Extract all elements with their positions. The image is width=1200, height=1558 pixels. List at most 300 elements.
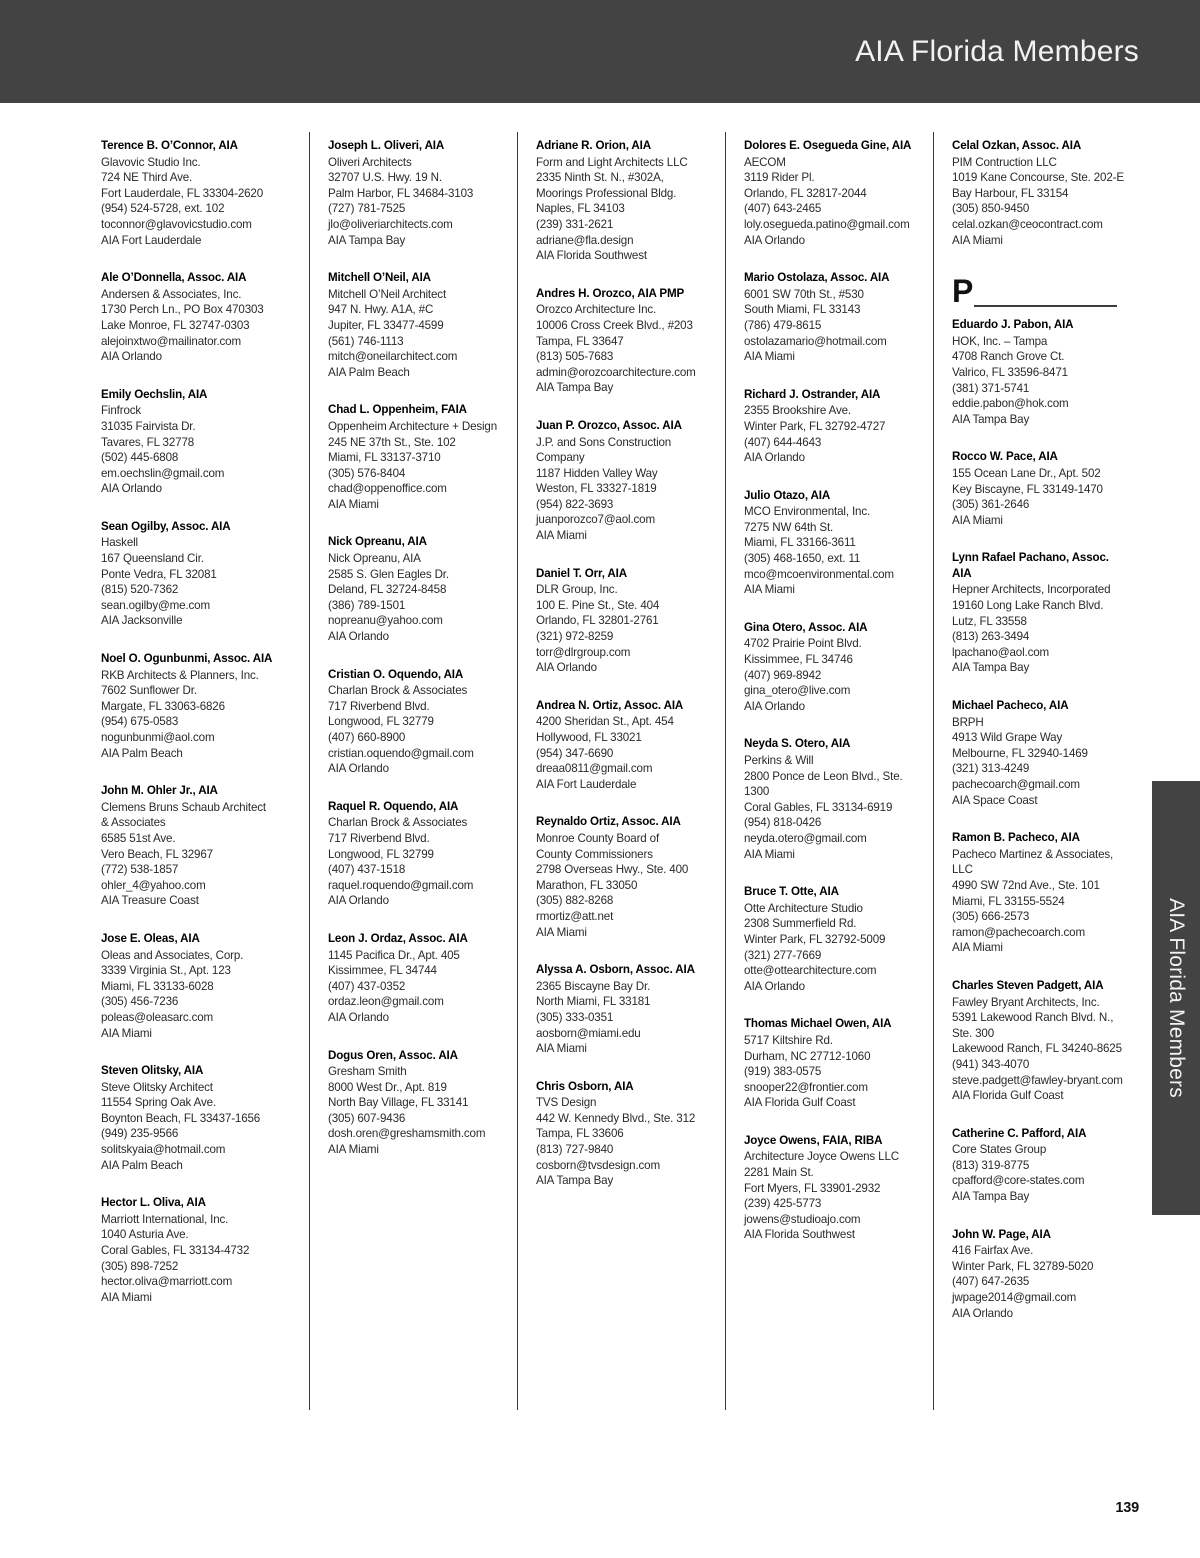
member-detail-line: AIA Florida Gulf Coast <box>952 1089 1064 1103</box>
member-detail-line: AIA Miami <box>536 925 587 939</box>
member-name: Eduardo J. Pabon, AIA <box>952 318 1074 332</box>
member-detail-line: AIA Miami <box>952 941 1003 955</box>
section-divider-rule <box>974 305 1117 308</box>
member-detail-line: AIA Tampa Bay <box>952 661 1030 675</box>
member-entry <box>744 620 917 715</box>
member-entry <box>536 286 709 396</box>
member-detail-line: 2308 Summerfield Rd. <box>744 917 857 931</box>
member-detail-line: Clemens Bruns Schaub Architect <box>101 800 266 814</box>
member-name: Richard J. Ostrander, AIA <box>744 387 881 401</box>
member-detail-line: Winter Park, FL 32792-4727 <box>744 419 886 433</box>
member-detail-line: Tampa, FL 33647 <box>536 334 624 348</box>
member-detail-line: County Commissioners <box>536 847 653 861</box>
member-detail-line: (786) 479-8615 <box>744 318 822 332</box>
directory-column <box>517 138 725 1458</box>
member-name: Steven Olitsky, AIA <box>101 1064 204 1078</box>
member-detail-line: Deland, FL 32724-8458 <box>328 583 447 597</box>
member-detail-line: Architecture Joyce Owens LLC <box>744 1150 899 1164</box>
member-detail-line: Orlando, FL 32801-2761 <box>536 614 659 628</box>
member-detail-line: TVS Design <box>536 1096 597 1110</box>
member-detail-line: neyda.otero@gmail.com <box>744 831 867 845</box>
member-detail-line: lpachano@aol.com <box>952 645 1050 659</box>
member-detail-line: (305) 607-9436 <box>328 1111 406 1125</box>
member-detail-line: aosborn@miami.edu <box>536 1026 641 1040</box>
member-name: Chris Osborn, AIA <box>536 1079 634 1093</box>
member-detail-line: (321) 972-8259 <box>536 630 614 644</box>
page-number: 139 <box>1115 1500 1139 1516</box>
member-detail-line: chad@oppenoffice.com <box>328 482 447 496</box>
member-detail-line: 4708 Ranch Grove Ct. <box>952 350 1065 364</box>
member-detail-line: Perkins & Will <box>744 754 814 767</box>
member-detail-line: AIA Orlando <box>101 350 162 364</box>
directory-column <box>101 138 309 1458</box>
member-detail-line: 155 Ocean Lane Dr., Apt. 502 <box>952 466 1101 480</box>
member-detail-line: mco@mcoenvironmental.com <box>744 567 894 581</box>
member-name: Daniel T. Orr, AIA <box>536 566 627 580</box>
member-name: Neyda S. Otero, AIA <box>744 737 851 751</box>
member-detail-line: AIA Miami <box>744 847 795 861</box>
member-detail-line: (407) 643-2465 <box>744 202 822 216</box>
member-detail-line: MCO Environmental, Inc. <box>744 505 871 519</box>
member-detail-line: AIA Fort Lauderdale <box>536 777 637 791</box>
member-detail-line: 1730 Perch Ln., PO Box 470303 <box>101 303 264 317</box>
member-detail-line: PIM Contruction LLC <box>952 155 1057 169</box>
member-detail-line: dreaa0811@gmail.com <box>536 762 653 776</box>
member-name: Hector L. Oliva, AIA <box>101 1196 206 1210</box>
member-detail-line: Haskell <box>101 536 138 550</box>
member-detail-line: AIA Tampa Bay <box>952 1190 1030 1204</box>
member-entry <box>744 138 917 248</box>
member-detail-line: Lakewood Ranch, FL 34240-8625 <box>952 1042 1122 1056</box>
member-detail-line: North Bay Village, FL 33141 <box>328 1096 469 1110</box>
member-detail-line: Winter Park, FL 32789-5020 <box>952 1259 1094 1273</box>
member-entry <box>328 534 501 644</box>
member-detail-line: nogunbunmi@aol.com <box>101 731 215 744</box>
directory-column <box>933 138 1141 1458</box>
member-name: Andrea N. Ortiz, Assoc. AIA <box>536 698 684 712</box>
member-detail-line: Naples, FL 34103 <box>536 202 625 216</box>
member-detail-line: 19160 Long Lake Ranch Blvd. <box>952 599 1104 613</box>
member-entry <box>744 1016 917 1111</box>
member-detail-line: Steve Olitsky Architect <box>101 1080 213 1094</box>
member-entry <box>536 418 709 544</box>
member-detail-line: 167 Queensland Cir. <box>101 552 204 566</box>
member-detail-line: (407) 660-8900 <box>328 731 406 744</box>
member-detail-line: (813) 727-9840 <box>536 1143 614 1157</box>
member-detail-line: (772) 538-1857 <box>101 863 179 877</box>
member-detail-line: (954) 818-0426 <box>744 816 822 830</box>
member-detail-line: AIA Florida Southwest <box>536 249 647 263</box>
member-name: Joyce Owens, FAIA, RIBA <box>744 1133 883 1147</box>
member-detail-line: Fort Lauderdale, FL 33304-2620 <box>101 186 264 200</box>
member-detail-line: Core States Group <box>952 1143 1047 1157</box>
member-entry <box>744 736 917 862</box>
member-detail-line: ramon@pachecoarch.com <box>952 925 1085 939</box>
member-entry <box>328 1048 501 1158</box>
member-detail-line: Mitchell O’Neil Architect <box>328 287 447 301</box>
member-name: Julio Otazo, AIA <box>744 488 831 502</box>
member-detail-line: 1019 Kane Concourse, Ste. 202-E <box>952 171 1124 185</box>
member-detail-line: 6001 SW 70th St., #530 <box>744 287 864 301</box>
member-detail-line: 947 N. Hwy. A1A, #C <box>328 303 434 317</box>
member-detail-line: North Miami, FL 33181 <box>536 995 651 1009</box>
member-detail-line: South Miami, FL 33143 <box>744 303 861 317</box>
member-name: Joseph L. Oliveri, AIA <box>328 139 445 152</box>
member-detail-line: pachecoarch@gmail.com <box>952 778 1080 791</box>
member-name: Adriane R. Orion, AIA <box>536 139 651 152</box>
member-detail-line: (941) 343-4070 <box>952 1057 1030 1071</box>
member-detail-line: Jupiter, FL 33477-4599 <box>328 318 444 332</box>
member-detail-line: 2365 Biscayne Bay Dr. <box>536 979 651 993</box>
member-entry <box>101 138 293 248</box>
member-entry <box>536 1079 709 1189</box>
member-detail-line: Kissimmee, FL 34746 <box>744 653 853 667</box>
member-detail-line: AIA Tampa Bay <box>328 233 406 247</box>
member-detail-line: 7602 Sunflower Dr. <box>101 684 197 698</box>
member-name: Rocco W. Pace, AIA <box>952 450 1058 464</box>
member-detail-line: Nick Opreanu, AIA <box>328 552 421 566</box>
member-detail-line: eddie.pabon@hok.com <box>952 397 1069 411</box>
member-detail-line: (305) 898-7252 <box>101 1259 179 1273</box>
member-detail-line: AIA Miami <box>328 1143 379 1157</box>
member-detail-line: AIA Miami <box>744 583 795 597</box>
member-name: Jose E. Oleas, AIA <box>101 931 200 945</box>
member-name: Nick Opreanu, AIA <box>328 535 427 549</box>
directory-columns <box>101 138 1141 1458</box>
member-detail-line: 2798 Overseas Hwy., Ste. 400 <box>536 863 689 877</box>
member-detail-line: 5391 Lakewood Ranch Blvd. N., <box>952 1011 1114 1025</box>
member-detail-line: 717 Riverbend Blvd. <box>328 699 430 713</box>
member-detail-line: 3339 Virginia St., Apt. 123 <box>101 964 231 978</box>
member-detail-line: Key Biscayne, FL 33149-1470 <box>952 482 1103 496</box>
member-detail-line: AIA Palm Beach <box>328 365 410 379</box>
member-detail-line: Vero Beach, FL 32967 <box>101 847 213 861</box>
member-detail-line: AIA Jacksonville <box>101 614 183 628</box>
member-detail-line: Longwood, FL 32779 <box>328 715 434 729</box>
member-detail-line: Fawley Bryant Architects, Inc. <box>952 995 1100 1009</box>
member-entry <box>744 488 917 598</box>
member-detail-line: Miami, FL 33155-5524 <box>952 894 1065 908</box>
member-detail-line: Oleas and Associates, Corp. <box>101 948 244 962</box>
member-detail-line: nopreanu@yahoo.com <box>328 614 443 628</box>
member-entry <box>328 799 501 909</box>
member-detail-line: (386) 789-1501 <box>328 598 406 612</box>
member-name: Michael Pacheco, AIA <box>952 699 1069 713</box>
member-detail-line: 1145 Pacifica Dr., Apt. 405 <box>328 948 460 962</box>
member-detail-line: raquel.roquendo@gmail.com <box>328 878 474 892</box>
member-detail-line: Glavovic Studio Inc. <box>101 155 201 169</box>
member-entry <box>101 783 293 909</box>
member-entry <box>536 566 709 676</box>
member-detail-line: RKB Architects & Planners, Inc. <box>101 668 259 682</box>
member-entry <box>536 698 709 793</box>
member-detail-line: AIA Orlando <box>952 1306 1013 1320</box>
alphabet-letter: P <box>952 273 974 310</box>
member-detail-line: (813) 263-3494 <box>952 630 1030 644</box>
member-detail-line: Boynton Beach, FL 33437-1656 <box>101 1111 261 1125</box>
member-name: Catherine C. Pafford, AIA <box>952 1126 1087 1140</box>
member-detail-line: poleas@oleasarc.com <box>101 1010 214 1024</box>
member-detail-line: 4702 Prairie Point Blvd. <box>744 637 862 651</box>
member-detail-line: DLR Group, Inc. <box>536 583 618 597</box>
member-detail-line: Oliveri Architects <box>328 155 412 169</box>
member-detail-line: 11554 Spring Oak Ave. <box>101 1096 217 1110</box>
member-entry <box>952 978 1125 1104</box>
member-detail-line: (305) 468-1650, ext. 11 <box>744 552 861 566</box>
member-detail-line: cristian.oquendo@gmail.com <box>328 746 474 760</box>
member-detail-line: adriane@fla.design <box>536 233 634 247</box>
member-detail-line: 1187 Hidden Valley Way <box>536 466 658 480</box>
member-entry <box>536 814 709 940</box>
member-detail-line: 2800 Ponce de Leon Blvd., Ste. 1300 <box>744 769 903 799</box>
member-detail-line: ordaz.leon@gmail.com <box>328 995 444 1009</box>
member-detail-line: (305) 361-2646 <box>952 498 1030 512</box>
member-detail-line: jowens@studioajo.com <box>744 1212 861 1226</box>
member-detail-line: (305) 576-8404 <box>328 466 406 480</box>
member-detail-line: & Associates <box>101 816 166 830</box>
member-detail-line: Finfrock <box>101 404 142 418</box>
member-detail-line: torr@dlrgroup.com <box>536 645 631 659</box>
member-detail-line: Miami, FL 33133-6028 <box>101 979 214 993</box>
member-detail-line: (321) 313-4249 <box>952 762 1030 776</box>
member-name: Juan P. Orozco, Assoc. AIA <box>536 418 682 432</box>
member-detail-line: AIA Miami <box>952 233 1003 247</box>
member-detail-line: Oppenheim Architecture + Design <box>328 419 498 433</box>
member-detail-line: (813) 505-7683 <box>536 350 614 364</box>
member-detail-line: Valrico, FL 33596-8471 <box>952 365 1068 379</box>
member-detail-line: Moorings Professional Bldg. <box>536 186 677 200</box>
member-detail-line: (239) 331-2621 <box>536 217 614 231</box>
member-detail-line: Form and Light Architects LLC <box>536 155 688 169</box>
member-detail-line: AIA Orlando <box>328 630 389 644</box>
member-detail-line: Monroe County Board of <box>536 831 660 845</box>
member-detail-line: 245 NE 37th St., Ste. 102 <box>328 435 456 449</box>
member-detail-line: sean.ogilby@me.com <box>101 598 210 612</box>
member-entry <box>101 270 293 365</box>
member-detail-line: AIA Miami <box>744 350 795 364</box>
member-detail-line: Durham, NC 27712-1060 <box>744 1049 871 1063</box>
member-detail-line: (305) 882-8268 <box>536 894 614 908</box>
member-entry <box>328 138 501 248</box>
member-name: Andres H. Orozco, AIA PMP <box>536 286 685 300</box>
member-name: Thomas Michael Owen, AIA <box>744 1017 892 1031</box>
member-detail-line: 4200 Sheridan St., Apt. 454 <box>536 715 674 729</box>
member-entry <box>744 1133 917 1243</box>
member-detail-line: Pacheco Martinez & Associates, LLC <box>952 847 1114 877</box>
member-detail-line: Miami, FL 33137-3710 <box>328 451 441 465</box>
member-detail-line: (561) 746-1113 <box>328 334 404 348</box>
member-name: Dolores E. Osegueda Gine, AIA <box>744 139 912 152</box>
member-name: Reynaldo Ortiz, Assoc. AIA <box>536 815 681 829</box>
member-detail-line: AIA Miami <box>101 1026 152 1040</box>
member-detail-line: dosh.oren@greshamsmith.com <box>328 1127 486 1141</box>
member-entry <box>328 667 501 777</box>
member-entry <box>101 651 293 761</box>
member-detail-line: Marathon, FL 33050 <box>536 878 638 892</box>
member-name: Lynn Rafael Pachano, Assoc. AIA <box>952 551 1109 580</box>
member-detail-line: (954) 347-6690 <box>536 746 614 760</box>
member-detail-line: AIA Florida Southwest <box>744 1228 855 1242</box>
member-entry <box>328 402 501 512</box>
member-entry <box>952 698 1125 808</box>
member-detail-line: Hollywood, FL 33021 <box>536 731 642 744</box>
member-detail-line: 2335 Ninth St. N., #302A, <box>536 171 664 185</box>
page-header <box>0 0 1200 103</box>
member-entry <box>328 931 501 1026</box>
member-detail-line: Weston, FL 33327-1819 <box>536 482 657 496</box>
member-detail-line: 2281 Main St. <box>744 1166 814 1180</box>
member-detail-line: Marriott International, Inc. <box>101 1212 229 1226</box>
member-detail-line: Melbourne, FL 32940-1469 <box>952 746 1088 760</box>
member-detail-line: (407) 437-0352 <box>328 979 406 993</box>
member-detail-line: cosborn@tvsdesign.com <box>536 1158 660 1172</box>
member-entry <box>744 387 917 466</box>
member-detail-line: 10006 Cross Creek Blvd., #203 <box>536 318 693 332</box>
member-detail-line: 32707 U.S. Hwy. 19 N. <box>328 171 442 185</box>
member-detail-line: gina_otero@live.com <box>744 684 851 698</box>
member-detail-line: (815) 520-7362 <box>101 583 179 597</box>
member-detail-line: snooper22@frontier.com <box>744 1080 868 1094</box>
member-name: Terence B. O’Connor, AIA <box>101 139 238 152</box>
member-detail-line: AIA Miami <box>952 513 1003 527</box>
member-detail-line: AIA Florida Gulf Coast <box>744 1096 856 1110</box>
member-detail-line: AIA Orlando <box>101 482 162 496</box>
member-detail-line: (407) 644-4643 <box>744 435 822 449</box>
member-detail-line: jlo@oliveriarchitects.com <box>328 217 453 231</box>
member-name: Noel O. Ogunbunmi, Assoc. AIA <box>101 652 273 666</box>
member-detail-line: Ste. 300 <box>952 1026 994 1040</box>
member-entry <box>101 519 293 629</box>
member-detail-line: (954) 675-0583 <box>101 715 179 729</box>
member-detail-line: (321) 277-7669 <box>744 948 822 962</box>
member-detail-line: AIA Space Coast <box>952 793 1038 807</box>
member-detail-line: (407) 969-8942 <box>744 668 822 682</box>
member-detail-line: Margate, FL 33063-6826 <box>101 699 225 713</box>
member-detail-line: (381) 371-5741 <box>952 381 1030 395</box>
member-detail-line: (239) 425-5773 <box>744 1197 822 1211</box>
member-detail-line: otte@ottearchitecture.com <box>744 964 877 978</box>
member-detail-line: AIA Orlando <box>328 894 389 908</box>
member-name: Cristian O. Oquendo, AIA <box>328 667 464 681</box>
member-entry <box>101 1195 293 1305</box>
member-detail-line: 1040 Asturia Ave. <box>101 1228 189 1242</box>
member-detail-line: mitch@oneilarchitect.com <box>328 350 458 364</box>
member-detail-line: Lake Monroe, FL 32747-0303 <box>101 318 250 332</box>
member-name: Celal Ozkan, Assoc. AIA <box>952 139 1082 152</box>
member-detail-line: BRPH <box>952 715 984 729</box>
member-detail-line: Orlando, FL 32817-2044 <box>744 186 867 200</box>
member-detail-line: 8000 West Dr., Apt. 819 <box>328 1080 447 1094</box>
member-detail-line: (954) 524-5728, ext. 102 <box>101 202 225 216</box>
directory-column <box>725 138 933 1458</box>
member-entry <box>744 884 917 994</box>
member-name: Dogus Oren, Assoc. AIA <box>328 1048 458 1062</box>
member-entry <box>952 1126 1125 1205</box>
member-detail-line: AIA Orlando <box>744 979 805 993</box>
member-entry <box>101 931 293 1041</box>
member-detail-line: (813) 319-8775 <box>952 1158 1030 1172</box>
member-entry <box>952 550 1125 676</box>
member-name: Ramon B. Pacheco, AIA <box>952 831 1080 845</box>
member-detail-line: Orozco Architecture Inc. <box>536 303 657 317</box>
member-detail-line: AIA Tampa Bay <box>536 381 614 395</box>
member-detail-line: 4990 SW 72nd Ave., Ste. 101 <box>952 878 1100 892</box>
member-detail-line: AIA Miami <box>536 1042 587 1056</box>
member-entry <box>744 270 917 365</box>
member-detail-line: (305) 333-0351 <box>536 1010 614 1024</box>
member-name: Mitchell O’Neil, AIA <box>328 271 431 285</box>
member-detail-line: HOK, Inc. – Tampa <box>952 334 1048 348</box>
member-detail-line: (407) 437-1518 <box>328 863 406 877</box>
member-detail-line: Fort Myers, FL 33901-2932 <box>744 1181 881 1195</box>
member-detail-line: Winter Park, FL 32792-5009 <box>744 932 886 946</box>
page-title: AIA Florida Members <box>855 34 1139 68</box>
member-name: Emily Oechslin, AIA <box>101 387 208 401</box>
member-detail-line: (305) 666-2573 <box>952 910 1030 924</box>
member-entry <box>952 830 1125 956</box>
member-detail-line: (407) 647-2635 <box>952 1275 1030 1289</box>
member-detail-line: cpafford@core-states.com <box>952 1174 1085 1188</box>
member-detail-line: AIA Tampa Bay <box>952 412 1030 426</box>
member-detail-line: jwpage2014@gmail.com <box>952 1291 1077 1305</box>
member-entry <box>952 317 1125 427</box>
member-detail-line: 7275 NW 64th St. <box>744 520 834 534</box>
member-detail-line: Hepner Architects, Incorporated <box>952 583 1111 597</box>
section-thumb-tab <box>1152 781 1200 1215</box>
member-entry <box>536 962 709 1057</box>
member-name: Chad L. Oppenheim, FAIA <box>328 403 467 417</box>
member-detail-line: J.P. and Sons Construction Company <box>536 435 672 465</box>
member-detail-line: AIA Fort Lauderdale <box>101 233 202 247</box>
member-detail-line: 4913 Wild Grape Way <box>952 731 1063 745</box>
member-detail-line: 100 E. Pine St., Ste. 404 <box>536 598 660 612</box>
member-detail-line: 717 Riverbend Blvd. <box>328 831 430 845</box>
member-detail-line: celal.ozkan@ceocontract.com <box>952 217 1103 231</box>
member-detail-line: (727) 781-7525 <box>328 202 406 216</box>
member-name: Mario Ostolaza, Assoc. AIA <box>744 271 890 285</box>
member-detail-line: ostolazamario@hotmail.com <box>744 334 887 348</box>
member-detail-line: 5717 Kiltshire Rd. <box>744 1033 833 1047</box>
member-detail-line: (305) 456-7236 <box>101 995 179 1009</box>
member-detail-line: 724 NE Third Ave. <box>101 171 193 185</box>
member-detail-line: ohler_4@yahoo.com <box>101 878 206 892</box>
member-name: Sean Ogilby, Assoc. AIA <box>101 519 231 533</box>
member-detail-line: Gresham Smith <box>328 1065 407 1079</box>
member-detail-line: AIA Palm Beach <box>101 1158 183 1172</box>
member-detail-line: em.oechslin@gmail.com <box>101 466 225 480</box>
member-name: Alyssa A. Osborn, Assoc. AIA <box>536 963 695 977</box>
member-detail-line: AIA Tampa Bay <box>536 1174 614 1188</box>
member-detail-line: Coral Gables, FL 33134-6919 <box>744 800 893 814</box>
member-detail-line: alejoinxtwo@mailinator.com <box>101 334 241 348</box>
member-detail-line: Andersen & Associates, Inc. <box>101 287 242 301</box>
member-detail-line: Palm Harbor, FL 34684-3103 <box>328 186 474 200</box>
member-name: Leon J. Ordaz, Assoc. AIA <box>328 931 468 945</box>
member-detail-line: (954) 822-3693 <box>536 497 614 511</box>
member-name: John M. Ohler Jr., AIA <box>101 784 218 798</box>
member-detail-line: 442 W. Kennedy Blvd., Ste. 312 <box>536 1111 696 1125</box>
member-detail-line: solitskyaia@hotmail.com <box>101 1143 226 1157</box>
member-detail-line: hector.oliva@marriott.com <box>101 1275 233 1289</box>
member-entry <box>101 387 293 497</box>
member-detail-line: Bay Harbour, FL 33154 <box>952 186 1069 200</box>
member-detail-line: Ponte Vedra, FL 32081 <box>101 567 217 581</box>
member-entry <box>952 138 1125 248</box>
member-name: Ale O’Donnella, Assoc. AIA <box>101 271 247 285</box>
member-name: John W. Page, AIA <box>952 1227 1051 1241</box>
member-detail-line: AIA Miami <box>101 1290 152 1304</box>
section-thumb-tab-label: AIA Florida Members <box>1165 898 1188 1098</box>
